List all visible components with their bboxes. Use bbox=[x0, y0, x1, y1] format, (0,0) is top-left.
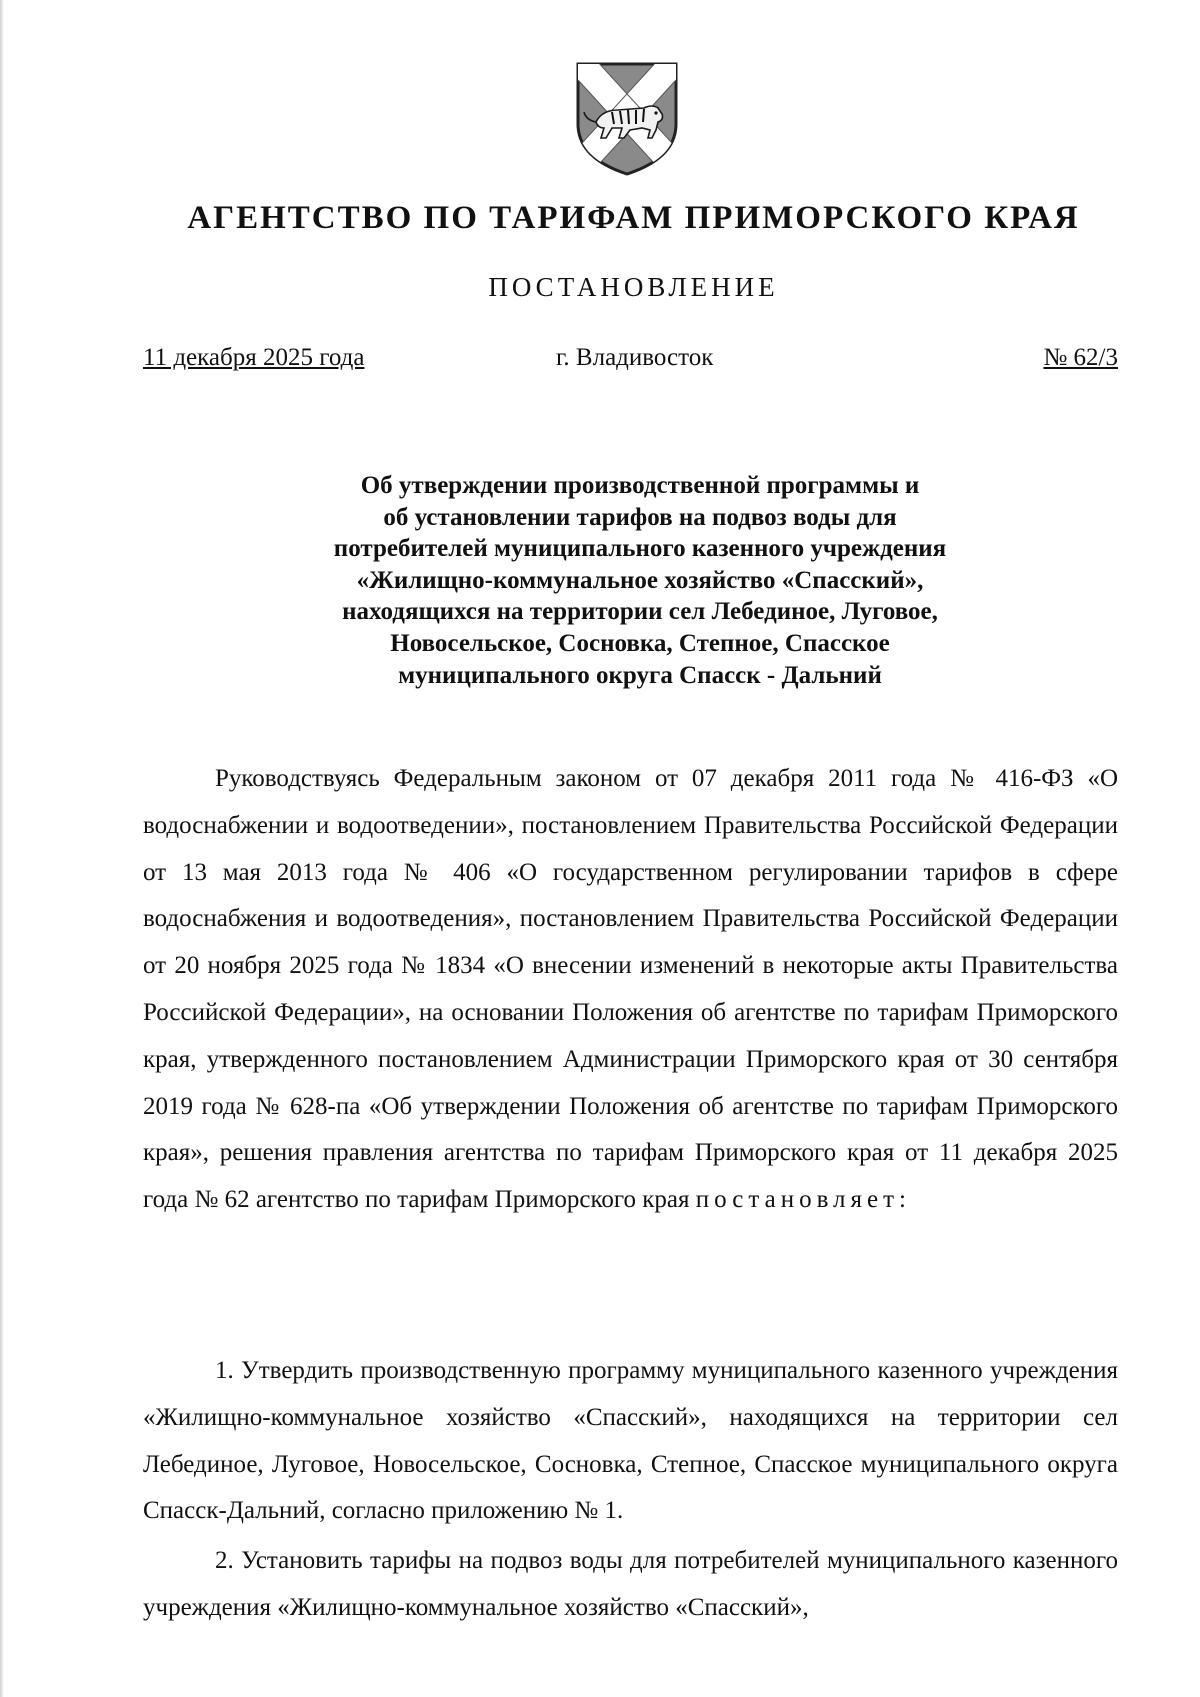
document-type: ПОСТАНОВЛЕНИЕ bbox=[488, 272, 779, 302]
scan-edge-shadow bbox=[0, 0, 4, 1697]
title-line: Об утверждении производственной программы и bbox=[360, 472, 920, 499]
preamble-text: Руководствуясь Федеральным законом от 07 декабря 2011 года № 416-ФЗ «О водоснабжении и водоотведении», постановлением Правительства Российской Федерации от 13 мая 2013 года № 406 «О государственном регулировании тарифов в сфере водоснабжения и водоотведения», постановлением Правительства Российской Федерации от 20 ноября 2025 года № 1834 «О внесении изменений в некоторые акты Правительства Российской Федерации», на основании Положения об агентстве по тарифам Приморского края, утвержденного постановлением Администрации Приморского края от 30 сентября 2019 года № 628-па «Об утверждении Положения об агентстве по тарифам Приморского края», решения правления агентства по тарифам Приморского края от 11 декабря 2025 года № 62 агентство по тарифам Приморского края bbox=[143, 765, 1118, 1214]
document-number: № 62/3 bbox=[1043, 344, 1118, 371]
document-city: г. Владивосток bbox=[556, 344, 714, 371]
coat-of-arms-tiger-icon bbox=[572, 58, 682, 180]
document-date: 11 декабря 2025 года bbox=[143, 344, 365, 371]
title-line: об установлении тарифов на подвоз воды для bbox=[383, 503, 897, 531]
title-line: Новосельское, Сосновка, Степное, Спасское bbox=[390, 629, 890, 657]
resolves-word: постановляет: bbox=[695, 1186, 911, 1214]
title-line: потребителей муниципального казенного учреждения bbox=[333, 535, 947, 563]
title-line: находящихся на территории сел Лебединое, Луговое, bbox=[342, 598, 938, 626]
agency-name: АГЕНТСТВО ПО ТАРИФАМ ПРИМОРСКОГО КРАЯ bbox=[187, 200, 1080, 236]
item-1-paragraph: 1. Утвердить производственную программу муниципального казенного учреждения «Жилищно-коммунальное хозяйство «Спасский», находящихся на территории сел Лебединое, Луговое, Новосельское, Сосновка, Степное, Спасское муниципального округа Спасск-Дальний, согласно приложению № 1. bbox=[143, 1357, 1118, 1525]
item-2-paragraph: 2. Установить тарифы на подвоз воды для потребителей муниципального казенного учреждения «Жилищно-коммунальное хозяйство «Спасский», bbox=[143, 1547, 1118, 1621]
document-title bbox=[220, 470, 1060, 691]
preamble-paragraph bbox=[143, 756, 1118, 1224]
title-line: «Жилищно-коммунальное хозяйство «Спасский», bbox=[356, 566, 924, 594]
title-line: муниципального округа Спасск - Дальний bbox=[398, 661, 882, 689]
